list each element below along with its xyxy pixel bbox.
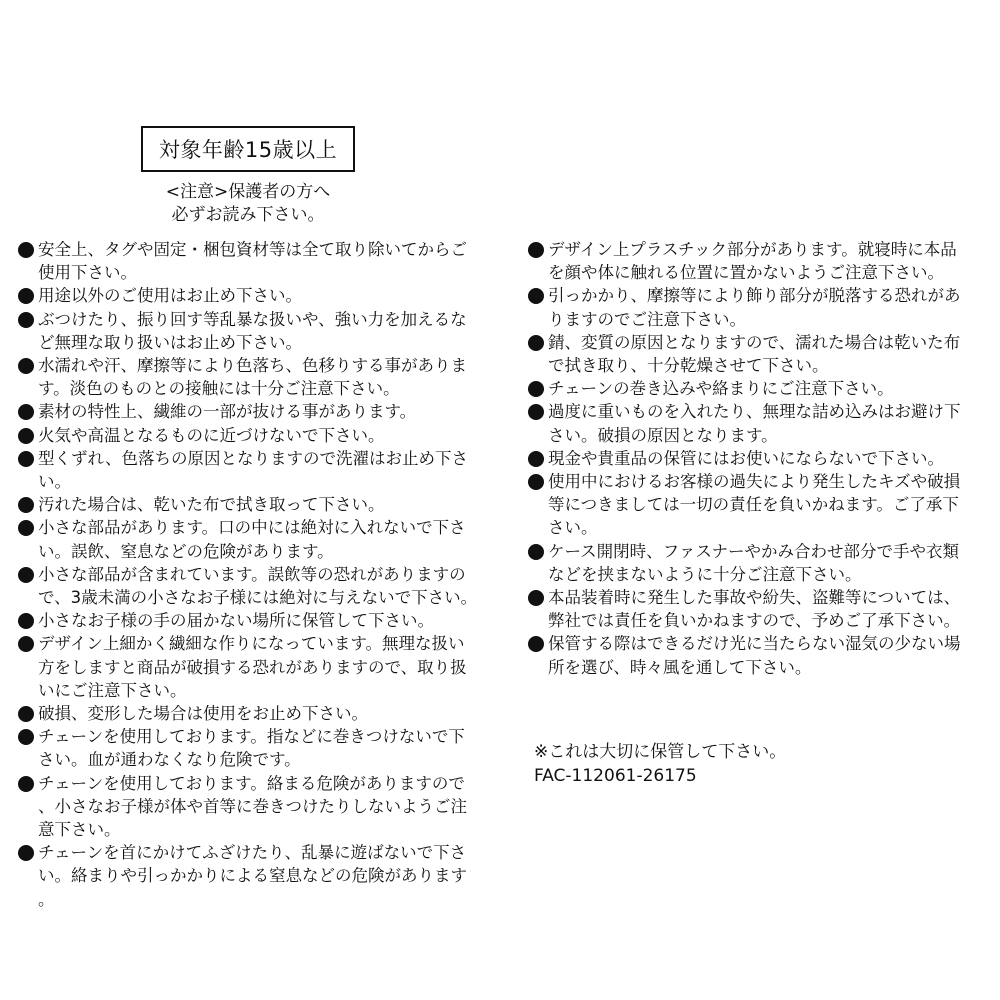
bullet-icon [528,335,544,351]
caution-line-1: <注意>保護者の方へ [165,182,331,202]
keep-notice: ※これは大切に保管して下さい。 [534,742,787,762]
bullet-icon [528,242,544,258]
product-code: FAC-112061-26175 [534,766,697,786]
warning-item [18,702,480,725]
bullet-icon [18,729,34,745]
bullet-icon [18,358,34,374]
bullet-icon [18,242,34,258]
footer-notes [534,740,786,788]
age-label: 対象年齢15歳以上 [158,138,338,162]
warning-text: デザイン上プラスチック部分があります。就寝時に本品を顔や体に触れる位置に置かないようご注意下さい。 [548,240,957,283]
warning-text: デザイン上細かく繊細な作りになっています。無理な扱い方をしますと商品が破損する恐れがありますので、取り扱いにご注意下さい。 [38,634,467,700]
caution-line-2: 必ずお読み下さい。 [171,205,325,225]
caution-heading [130,181,366,227]
warning-text: チェーンを使用しております。絡まる危険がありますので、小さなお子様が体や首等に巻きつけたりしないようご注意下さい。 [38,773,467,840]
warning-item [528,238,964,284]
warning-item [18,632,480,702]
warning-text: 引っかかり、摩擦等により飾り部分が脱落する恐れがありますのでご注意下さい。 [548,286,961,329]
warning-item [528,586,964,632]
bullet-icon [528,474,544,490]
bullet-icon [18,428,34,444]
warning-text: 使用中におけるお客様の過失により発生したキズや破損等につきましては一切の責任を負いかねます。ご了承下さい。 [548,472,961,538]
warning-item [18,725,480,771]
warning-item [528,632,964,678]
bullet-icon [18,845,34,861]
warning-item [18,516,480,562]
bullet-icon [18,404,34,420]
warning-item [18,609,480,632]
bullet-icon [18,497,34,513]
bullet-icon [18,451,34,467]
bullet-icon [528,288,544,304]
warning-text: 水濡れや汗、摩擦等により色落ち、色移りする事があります。淡色のものとの接触には十分ご注意下さい。 [38,356,467,399]
warning-item [18,447,480,493]
bullet-icon [18,776,34,792]
warning-item [18,284,480,307]
warning-text: 素材の特性上、繊維の一部が抜ける事があります。 [38,402,417,422]
warning-text: チェーンを使用しております。指などに巻きつけないで下さい。血が通わなくなり危険です。 [38,727,465,770]
bullet-icon [528,544,544,560]
warning-item [18,424,480,447]
bullet-icon [18,636,34,652]
warning-text: 用途以外のご使用はお止め下さい。 [38,286,302,306]
warning-text: 現金や貴重品の保管にはお使いにならないで下さい。 [548,448,944,468]
warning-text: 汚れた場合は、乾いた布で拭き取って下さい。 [38,495,385,515]
bullet-icon [18,288,34,304]
bullet-icon [18,567,34,583]
warning-list-left [18,238,480,911]
warning-item [18,563,480,609]
warning-text: 安全上、タグや固定・梱包資材等は全て取り除いてからご使用下さい。 [38,240,467,283]
warning-text: 過度に重いものを入れたり、無理な詰め込みはお避け下さい。破損の原因となります。 [548,402,961,445]
warning-text: 火気や高温となるものに近づけないで下さい。 [38,425,385,445]
warning-item [528,447,964,470]
warning-item [18,493,480,516]
warning-item [18,400,480,423]
bullet-icon [528,636,544,652]
bullet-icon [528,451,544,467]
bullet-icon [528,590,544,606]
bullet-icon [18,520,34,536]
warning-text: ぶつけたり、振り回す等乱暴な扱いや、強い力を加えるなど無理な取り扱いはお止め下さい。 [38,309,467,352]
warning-text: 破損、変形した場合は使用をお止め下さい。 [38,704,368,724]
age-label-box [141,126,355,172]
warning-text: 小さな部品が含まれています。誤飲等の恐れがありますので、3歳未満の小さなお子様には絶対に与えないで下さい。 [38,564,478,608]
warning-item [528,331,964,377]
bullet-icon [18,706,34,722]
warning-item [528,470,964,540]
warning-text: 小さな部品があります。口の中には絶対に入れないで下さい。誤飲、窒息などの危険があります。 [38,518,466,561]
bullet-icon [18,613,34,629]
warning-item [528,284,964,330]
warning-text: チェーンを首にかけてふざけたり、乱暴に遊ばないで下さい。絡まりや引っかかりによる窒息などの危険があります。 [38,843,467,909]
warning-item [528,400,964,446]
warning-text: 保管する際はできるだけ光に当たらない湿気の少ない場所を選び、時々風を通して下さい。 [548,634,961,677]
warning-item [528,540,964,586]
warning-text: チェーンの巻き込みや絡まりにご注意下さい。 [548,379,894,399]
bullet-icon [528,404,544,420]
bullet-icon [18,312,34,328]
warning-item [18,238,480,284]
warning-text: ケース開閉時、ファスナーやかみ合わせ部分で手や衣類などを挟まないように十分ご注意下さい。 [548,541,960,584]
warning-text: 本品装着時に発生した事故や紛失、盗難等については、弊社では責任を負いかねますので、予めご了承下さい。 [548,588,961,631]
warning-item [528,377,964,400]
warning-text: 小さなお子様の手の届かない場所に保管して下さい。 [38,611,434,631]
warning-text: 型くずれ、色落ちの原因となりますので洗濯はお止め下さい。 [38,448,468,492]
warning-list-right [528,238,964,679]
warning-item [18,841,480,911]
warning-text: 錆、変質の原因となりますので、濡れた場合は乾いた布で拭き取り、十分乾燥させて下さい。 [548,332,961,376]
warning-item [18,772,480,842]
warning-item [18,308,480,354]
bullet-icon [528,381,544,397]
warning-item [18,354,480,400]
